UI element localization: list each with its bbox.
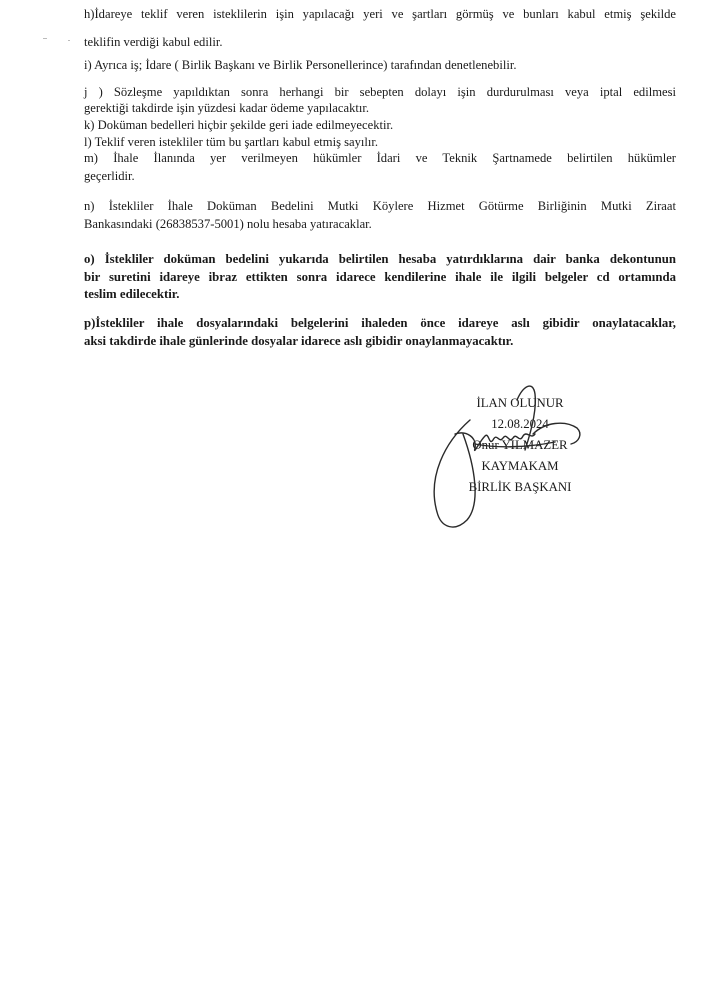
clause-o [84,251,676,304]
signatory-title: KAYMAKAM [481,459,559,473]
announcement-label: İLAN OLUNUR [476,396,564,410]
clause-m [84,150,676,185]
clause-h-line-1: h)İdareye teklif veren isteklilerin işin yapılacağı yeri ve şartları görmüş ve bunları kabul etmiş şekilde [84,7,676,21]
clause-p-line-1: p)İstekliler ihale dosyalarındaki belgelerini ihaleden önce idareye aslı gibidir onaylatacaklar, [84,316,676,330]
scan-speck [68,40,70,41]
clause-i-line: i) Ayrıca iş; İdare ( Birlik Başkanı ve Birlik Personellerince) tarafından denetlenebilir. [84,58,517,72]
clause-h-line-2: teklifin verdiği kabul edilir. [84,35,223,49]
clause-n-line-2: Bankasındaki (26838537-5001) nolu hesaba yatıracaklar. [84,217,372,231]
clause-j-line-1: j ) Sözleşme yapıldıktan sonra herhangi bir sebepten dolayı işin durdurulması veya iptal edilmesi [84,85,676,99]
clause-o-line-3: teslim edilecektir. [84,287,180,301]
signatory-name: Onur YILMAZER [472,438,568,452]
clause-l [84,134,676,151]
clause-m-line-2: geçerlidir. [84,169,135,183]
signature-block [440,393,600,498]
clause-p [84,315,676,350]
signatory-role: BİRLİK BAŞKANI [468,480,572,494]
clause-n [84,198,676,233]
clause-k-line: k) Doküman bedelleri hiçbir şekilde geri iade edilmeyecektir. [84,118,394,132]
clause-i [84,57,676,74]
clause-k [84,117,676,134]
signature-date: 12.08.2024 [491,417,549,431]
clause-n-line-1: n) İstekliler İhale Doküman Bedelini Mutki Köylere Hizmet Götürme Birliğinin Mutki Ziraat [84,199,676,213]
clause-h [84,6,676,51]
clause-o-line-1: o) İstekliler doküman bedelini yukarıda belirtilen hesaba yatırdıklarına dair banka dekontunun [84,252,676,266]
clause-p-line-2: aksi takdirde ihale günlerinde dosyalar idarece aslı gibidir onaylanmayacaktır. [84,333,514,348]
scan-speck [43,38,47,39]
clause-j-line-2: gerektiği takdirde işin yüzdesi kadar ödeme yapılacaktır. [84,101,370,115]
clause-j [84,84,676,117]
clause-m-line-1: m) İhale İlanında yer verilmeyen hükümler İdari ve Teknik Şartnamede belirtilen hükümler [84,151,676,165]
clause-o-line-2: bir suretini idareye ibraz ettikten sonra idarece kendilerine ihale ile ilgili belgeler cd ortamında [84,269,676,284]
clause-l-line: l) Teklif veren istekliler tüm bu şartları kabul etmiş sayılır. [84,135,379,149]
